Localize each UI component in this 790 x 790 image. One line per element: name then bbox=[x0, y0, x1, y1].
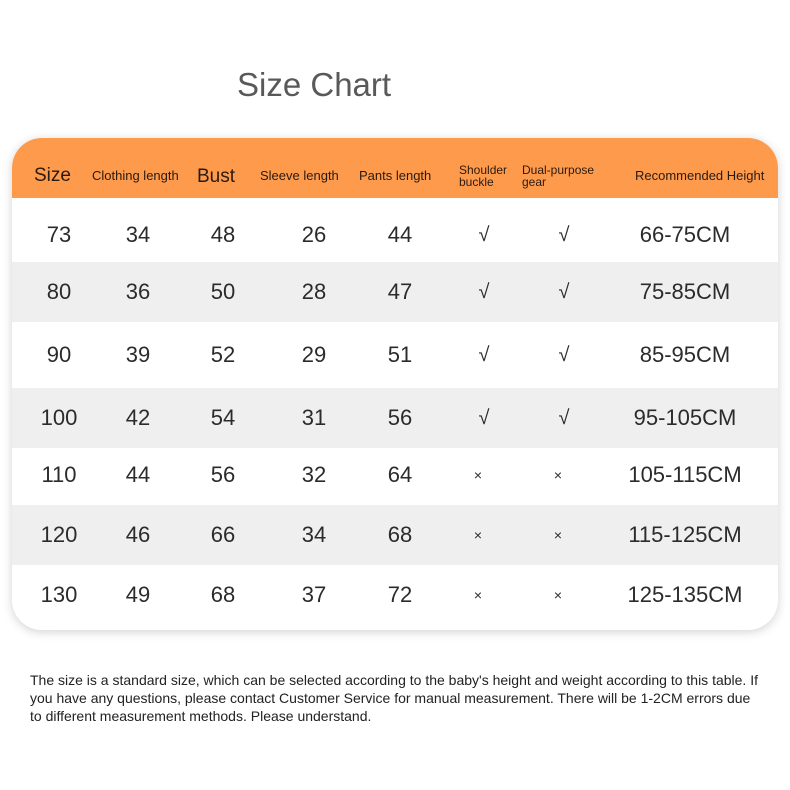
cell-pants-length: 68 bbox=[387, 522, 413, 547]
header-bust: Bust bbox=[197, 166, 236, 187]
cell-size: 80 bbox=[46, 279, 72, 304]
cell-bust: 68 bbox=[210, 582, 236, 607]
table-row bbox=[12, 325, 778, 385]
cell-recommended-height: 115-125CM bbox=[628, 522, 742, 547]
cell-dual-purpose-gear: √ bbox=[558, 224, 570, 246]
cell-dual-purpose-gear: √ bbox=[558, 407, 570, 429]
cell-shoulder-buckle: √ bbox=[478, 281, 490, 303]
cell-sleeve-length: 29 bbox=[301, 342, 327, 367]
table-row bbox=[12, 445, 778, 505]
cell-bust: 56 bbox=[210, 462, 236, 487]
cell-dual-purpose-gear: √ bbox=[558, 281, 570, 303]
table-row bbox=[12, 262, 778, 322]
header-recommended-height: Recommended Height bbox=[635, 168, 765, 183]
cell-shoulder-buckle: × bbox=[473, 587, 483, 603]
cell-sleeve-length: 34 bbox=[301, 522, 327, 547]
cell-clothing-length: 44 bbox=[125, 462, 151, 487]
cell-dual-purpose-gear: √ bbox=[558, 344, 570, 366]
cell-shoulder-buckle: √ bbox=[478, 224, 490, 246]
cell-shoulder-buckle: × bbox=[473, 467, 483, 483]
cell-clothing-length: 39 bbox=[125, 342, 151, 367]
cell-dual-purpose-gear: × bbox=[553, 527, 563, 543]
cell-pants-length: 64 bbox=[387, 462, 413, 487]
cell-recommended-height: 66-75CM bbox=[639, 222, 731, 247]
cell-recommended-height: 85-95CM bbox=[639, 342, 731, 367]
cell-size: 110 bbox=[41, 462, 77, 487]
cell-bust: 50 bbox=[210, 279, 236, 304]
header-size: Size bbox=[34, 165, 71, 186]
header-shoulder-buckle: Shoulder buckle bbox=[459, 163, 508, 189]
header-dual-purpose-gear: Dual-purpose gear bbox=[522, 163, 595, 189]
table-row bbox=[12, 505, 778, 565]
cell-bust: 52 bbox=[210, 342, 236, 367]
cell-pants-length: 72 bbox=[387, 582, 413, 607]
cell-size: 90 bbox=[46, 342, 72, 367]
cell-recommended-height: 105-115CM bbox=[628, 462, 742, 487]
cell-bust: 54 bbox=[210, 405, 236, 430]
cell-clothing-length: 49 bbox=[125, 582, 151, 607]
cell-size: 100 bbox=[40, 405, 78, 430]
table-row bbox=[12, 565, 778, 625]
cell-shoulder-buckle: × bbox=[473, 527, 483, 543]
cell-clothing-length: 36 bbox=[125, 279, 151, 304]
cell-sleeve-length: 26 bbox=[301, 222, 327, 247]
cell-recommended-height: 95-105CM bbox=[633, 405, 737, 430]
cell-pants-length: 56 bbox=[387, 405, 413, 430]
cell-shoulder-buckle: √ bbox=[478, 407, 490, 429]
table-row bbox=[12, 205, 778, 265]
cell-clothing-length: 42 bbox=[125, 405, 151, 430]
cell-sleeve-length: 31 bbox=[301, 405, 327, 430]
header-clothing-length: Clothing length bbox=[92, 168, 179, 183]
cell-sleeve-length: 28 bbox=[301, 279, 327, 304]
cell-recommended-height: 75-85CM bbox=[639, 279, 731, 304]
cell-pants-length: 47 bbox=[387, 279, 413, 304]
cell-shoulder-buckle: √ bbox=[478, 344, 490, 366]
cell-pants-length: 44 bbox=[387, 222, 413, 247]
cell-sleeve-length: 32 bbox=[301, 462, 327, 487]
page-title: Size Chart bbox=[237, 66, 392, 103]
size-table bbox=[12, 138, 778, 630]
cell-sleeve-length: 37 bbox=[301, 582, 327, 607]
cell-clothing-length: 34 bbox=[125, 222, 151, 247]
cell-bust: 66 bbox=[210, 522, 236, 547]
cell-pants-length: 51 bbox=[387, 342, 413, 367]
cell-dual-purpose-gear: × bbox=[553, 467, 563, 483]
header-sleeve-length: Sleeve length bbox=[260, 168, 339, 183]
table-row bbox=[12, 388, 778, 448]
cell-recommended-height: 125-135CM bbox=[627, 582, 743, 607]
cell-size: 73 bbox=[46, 222, 72, 247]
cell-size: 130 bbox=[40, 582, 78, 607]
size-note: The size is a standard size, which can be selected according to the baby's height and weight according to this table. If you have any questions, please contact Customer Service for manual measurement. There will be 1-2CM errors due to different measurement methods. Please understand. bbox=[30, 672, 758, 724]
cell-bust: 48 bbox=[210, 222, 236, 247]
cell-clothing-length: 46 bbox=[125, 522, 151, 547]
header-pants-length: Pants length bbox=[359, 168, 432, 183]
table-header bbox=[12, 138, 778, 198]
cell-size: 120 bbox=[40, 522, 78, 547]
cell-dual-purpose-gear: × bbox=[553, 587, 563, 603]
